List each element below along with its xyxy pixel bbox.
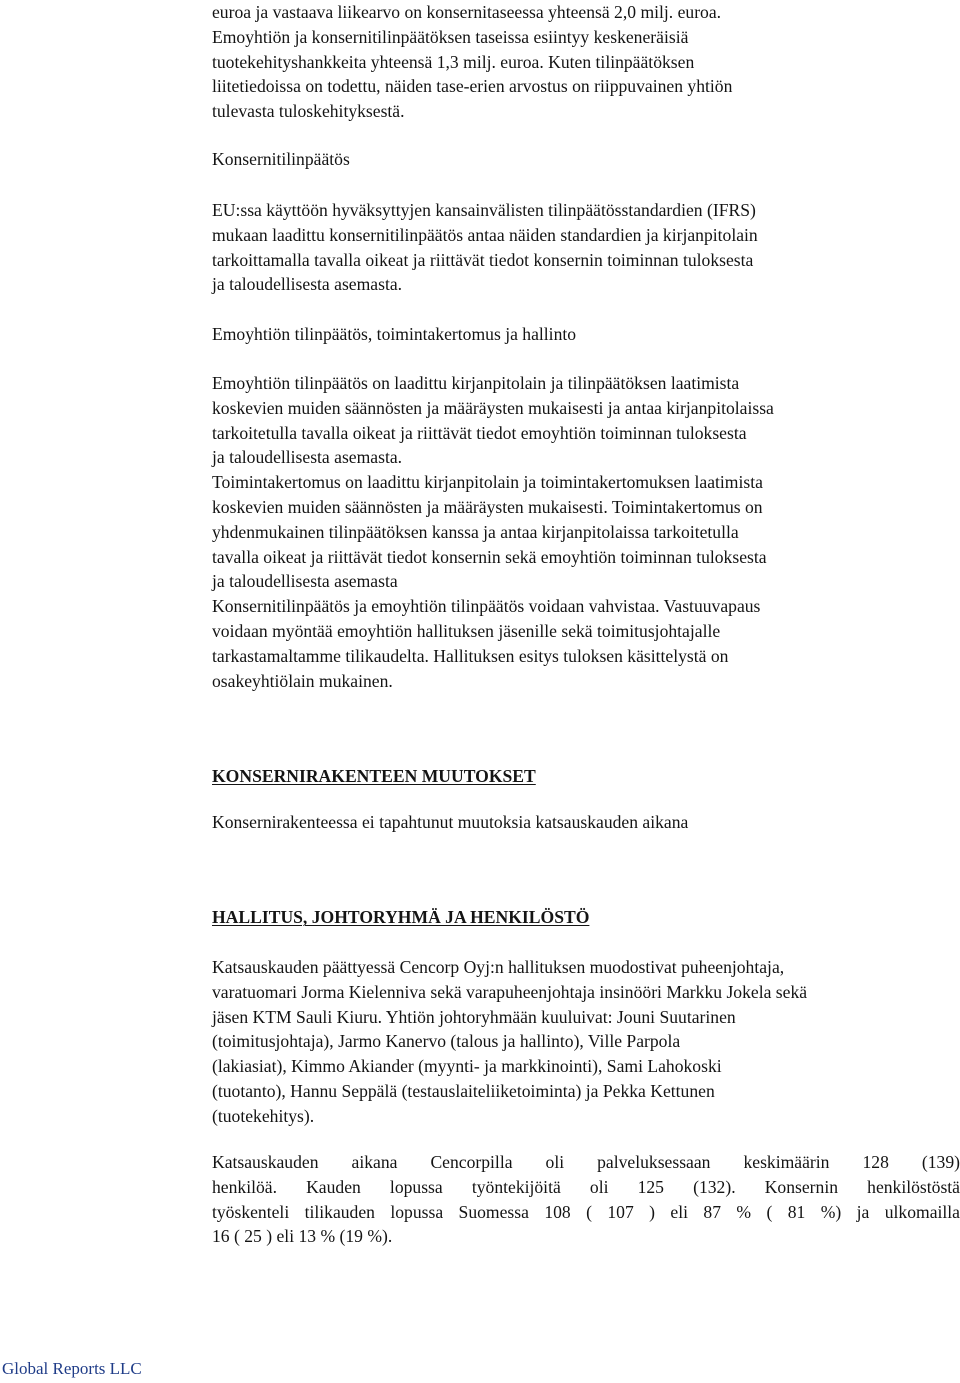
- body-text-line: koskevien muiden säännösten ja määräysten mukaisesti ja antaa kirjanpitolaissa: [212, 397, 774, 418]
- body-text-line: ja taloudellisesta asemasta: [212, 571, 398, 592]
- footer-publisher-label: Global Reports LLC: [2, 1359, 142, 1378]
- heading-hallitus: HALLITUS, JOHTORYHMÄ JA HENKILÖSTÖ: [212, 907, 590, 927]
- body-text-line: tarkoittamalla tavalla oikeat ja riittävät tiedot konsernin toiminnan tuloksesta: [212, 249, 754, 270]
- section-title-konsernitilinpaatos: Konsernitilinpäätös: [212, 149, 350, 169]
- body-text-line: voidaan myöntää emoyhtiön hallituksen jäsenille sekä toimitusjohtajalle: [212, 621, 721, 641]
- body-text-line: yhdenmukainen tilinpäätöksen kanssa ja antaa kirjanpitolaissa tarkoitetulla: [212, 521, 739, 542]
- body-text-line: euroa ja vastaava liikearvo on konsernitaseessa yhteensä 2,0 milj. euroa.: [212, 2, 722, 22]
- body-text-line: Emoyhtiön ja konsernitilinpäätöksen taseissa esiintyy keskeneräisiä: [212, 26, 689, 47]
- body-text-line: osakeyhtiölain mukainen.: [212, 670, 393, 691]
- body-text-line: varatuomari Jorma Kielenniva sekä varapuheenjohtaja insinööri Markku Jokela sekä: [212, 981, 808, 1002]
- body-text-line: (lakiasiat), Kimmo Akiander (myynti- ja markkinointi), Sami Lahokoski: [212, 1056, 722, 1077]
- body-text-line: Konsernirakenteessa ei tapahtunut muutoksia katsauskauden aikana: [212, 812, 689, 832]
- body-text-line: tarkoitetulla tavalla oikeat ja riittävät tiedot emoyhtiön toiminnan tuloksesta: [212, 422, 747, 443]
- body-text-line: Konsernitilinpäätös ja emoyhtiön tilinpäätös voidaan vahvistaa. Vastuuvapaus: [212, 596, 761, 617]
- body-text-line: (tuotanto), Hannu Seppälä (testauslaiteliiketoiminta) ja Pekka Kettunen: [212, 1081, 715, 1101]
- body-text-line: 16 ( 25 ) eli 13 % (19 %).: [212, 1226, 393, 1247]
- heading-konsernirakenne: KONSERNIRAKENTEEN MUUTOKSET: [212, 766, 536, 786]
- body-text-line: koskevien muiden säännösten ja määräysten mukaisesti. Toimintakertomus on: [212, 497, 763, 517]
- body-text-line: Emoyhtiön tilinpäätös on laadittu kirjanpitolain ja tilinpäätöksen laatimista: [212, 373, 740, 393]
- body-text-line: mukaan laadittu konsernitilinpäätös antaa näiden standardien ja kirjanpitolain: [212, 224, 758, 245]
- body-text-line: ja taloudellisesta asemasta.: [212, 274, 403, 295]
- body-text-line: Katsauskauden päättyessä Cencorp Oyj:n hallituksen muodostivat puheenjohtaja,: [212, 957, 785, 977]
- body-text-line: tavalla oikeat ja riittävät tiedot konsernin sekä emoyhtiön toiminnan tuloksesta: [212, 546, 767, 567]
- body-text-line: ja taloudellisesta asemasta.: [212, 447, 403, 468]
- body-text-line: tulevasta tuloskehityksestä.: [212, 101, 405, 122]
- section-title-emoyhtio: Emoyhtiön tilinpäätös, toimintakertomus ja hallinto: [212, 324, 577, 344]
- body-text-line: (toimitusjohtaja), Jarmo Kanervo (talous ja hallinto), Ville Parpola: [212, 1031, 681, 1052]
- body-text-line: jäsen KTM Sauli Kiuru. Yhtiön johtoryhmään kuuluivat: Jouni Suutarinen: [212, 1006, 736, 1027]
- body-text-line: (tuotekehitys).: [212, 1105, 315, 1126]
- body-text-line: työskenteli tilikauden lopussa Suomessa 108 ( 107 ) eli 87 % ( 81 %) ja ulkomailla: [212, 1201, 960, 1222]
- body-text-line: Toimintakertomus on laadittu kirjanpitolain ja toimintakertomuksen laatimista: [212, 472, 763, 493]
- body-text-line: Katsauskauden aikana Cencorpilla oli palveluksessaan keskimäärin 128 (139): [212, 1152, 960, 1172]
- body-text-line: liitetiedoissa on todettu, näiden tase-erien arvostus on riippuvainen yhtiön: [212, 76, 733, 97]
- body-text-line: tarkastamaltamme tilikaudelta. Hallituksen esitys tuloksen käsittelystä on: [212, 645, 729, 666]
- body-text-line: EU:ssa käyttöön hyväksyttyjen kansainvälisten tilinpäätösstandardien (IFRS): [212, 200, 756, 220]
- body-text-line: henkilöä. Kauden lopussa työntekijöitä oli 125 (132). Konsernin henkilöstöstä: [212, 1176, 960, 1197]
- body-text-line: tuotekehityshankkeita yhteensä 1,3 milj. euroa. Kuten tilinpäätöksen: [212, 51, 695, 72]
